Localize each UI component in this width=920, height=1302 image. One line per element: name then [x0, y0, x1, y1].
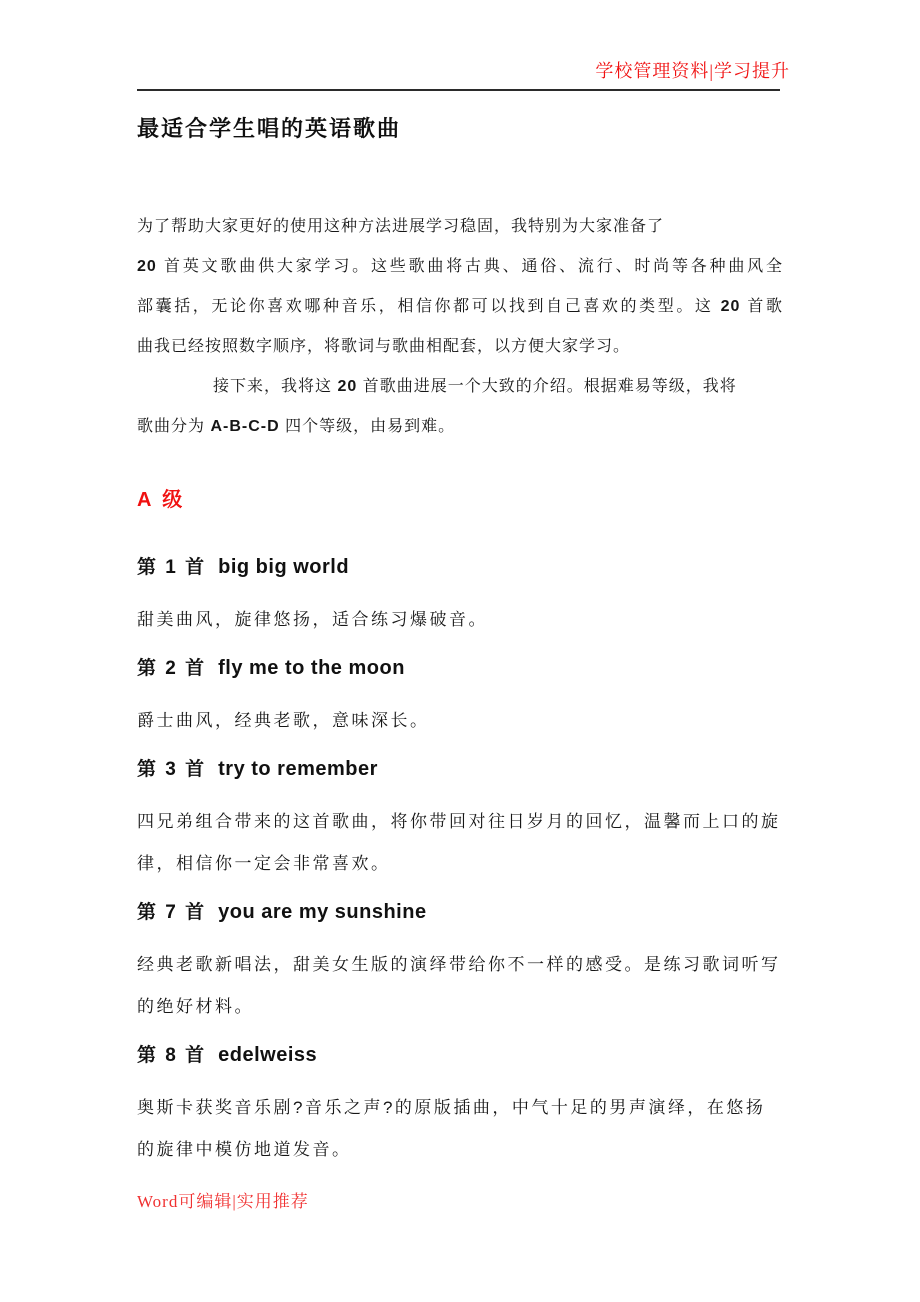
song-list	[137, 552, 783, 1171]
intro	[137, 207, 783, 447]
text-line: 甜美曲风，旋律悠扬，适合练习爆破音。	[137, 610, 488, 629]
text-line	[137, 367, 783, 407]
text-run: 歌曲分为	[137, 418, 211, 435]
song-title: fly me to the moon	[218, 657, 405, 679]
song-item	[137, 1040, 783, 1171]
bold-run: 20	[137, 258, 157, 275]
text-line	[137, 327, 783, 367]
song-heading	[137, 897, 783, 929]
text-run: 为了帮助大家更好的使用这种方法进展学习稳固，我特别为大家准备了	[137, 218, 665, 235]
song-number: 第 8 首	[137, 1045, 207, 1066]
song-description	[137, 944, 783, 1028]
song-description	[137, 1087, 783, 1171]
song-title: big big world	[218, 556, 350, 578]
song-description	[137, 599, 783, 641]
text-line	[137, 247, 783, 287]
text-line: 四兄弟组合带来的这首歌曲，将你带回对往日岁月的回忆，温馨而上口的旋	[137, 812, 781, 831]
song-number: 第 1 首	[137, 557, 207, 578]
header-rule-divider	[137, 89, 780, 91]
song-heading	[137, 552, 783, 584]
song-item	[137, 552, 783, 641]
document-body	[137, 112, 783, 1171]
text-line: 律，相信你一定会非常喜欢。	[137, 854, 391, 873]
song-description	[137, 801, 783, 885]
song-item	[137, 754, 783, 885]
song-heading	[137, 1040, 783, 1072]
text-line	[137, 407, 783, 447]
song-number: 第 3 首	[137, 759, 207, 780]
text-line: 爵士曲风，经典老歌，意味深长。	[137, 711, 430, 730]
song-title: you are my sunshine	[218, 901, 427, 923]
song-description	[137, 700, 783, 742]
text-run: 曲我已经按照数字顺序，将歌词与歌曲相配套，以方便大家学习。	[137, 338, 631, 355]
paragraph	[137, 207, 783, 367]
song-item	[137, 653, 783, 742]
song-number: 第 2 首	[137, 658, 207, 679]
bold-run: 20	[337, 378, 358, 395]
text-run: 接下来，我将这	[213, 378, 338, 395]
song-item	[137, 897, 783, 1028]
bold-run: A-B-C-D	[210, 418, 280, 435]
header-label: 学校管理资料|学习提升	[595, 61, 790, 81]
text-line: 的旋律中模仿地道发音。	[137, 1140, 352, 1159]
text-run: 四个等级，由易到难。	[279, 418, 456, 435]
song-number: 第 7 首	[137, 902, 207, 923]
bold-run: 20	[720, 298, 741, 315]
text-line: 的绝好材料。	[137, 997, 254, 1016]
song-heading	[137, 754, 783, 786]
page-title: 最适合学生唱的英语歌曲	[137, 116, 402, 141]
text-line	[137, 207, 783, 247]
text-line: 奥斯卡获奖音乐剧?音乐之声?的原版插曲，中气十足的男声演绎，在悠扬	[137, 1098, 766, 1117]
paragraph	[137, 367, 783, 447]
song-title: try to remember	[218, 758, 378, 780]
text-run: 首歌曲进展一个大致的介绍。根据难易等级，我将	[357, 378, 737, 395]
song-heading	[137, 653, 783, 685]
text-run: 首歌	[740, 298, 783, 315]
text-line	[137, 287, 783, 327]
song-title: edelweiss	[218, 1044, 318, 1066]
text-run: 首英文歌曲供大家学习。这些歌曲将古典、通俗、流行、时尚等各种曲风全	[156, 258, 783, 275]
section-heading-level-a: A 级	[137, 489, 186, 511]
text-run: 部囊括，无论你喜欢哪种音乐，相信你都可以找到自己喜欢的类型。这	[137, 298, 721, 315]
text-line: 经典老歌新唱法，甜美女生版的演绎带给你不一样的感受。是练习歌词听写	[137, 955, 781, 974]
footer-label: Word可编辑|实用推荐	[137, 1192, 309, 1211]
